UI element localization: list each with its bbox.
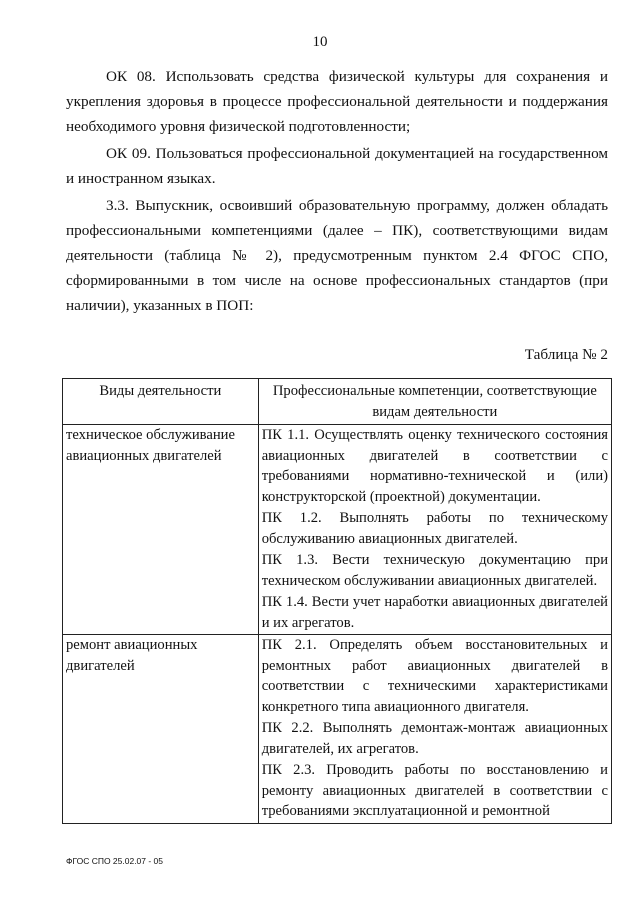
header-activity: Виды деятельности [63, 379, 259, 425]
table-row [63, 425, 612, 635]
competency-item: ПК 1.3. Вести техническую документацию при техническом обслуживании авиационных двигателей. [261, 552, 608, 589]
footer-code: ФГОС СПО 25.02.07 - 05 [66, 856, 164, 866]
paragraph-ok-09: ОК 09. Пользоваться профессиональной документацией на государственном и иностранном языках. [66, 145, 608, 187]
competency-item: ПК 1.1. Осуществлять оценку технического состояния авиационных двигателей в соответствии с требованиями нормативно-технической и (или) конструкторской (проектной) документации. [261, 427, 608, 505]
paragraph-3-3: 3.3. Выпускник, освоивший образовательную программу, должен обладать профессиональными компетенциями (далее – ПК), соответствующими видам деятельности (таблица № 2), предусмотренным пунктом 2.4 ФГОС СПО, сформированными в том числе на основе профессиональных стандартов (при наличии), указанных в ПОП: [66, 197, 608, 314]
competency-item: ПК 2.2. Выполнять демонтаж-монтаж авиационных двигателей, их агрегатов. [261, 720, 608, 757]
activity-cell: ремонт авиационных двигателей [63, 635, 259, 824]
competency-item: ПК 2.1. Определять объем восстановительных и ремонтных работ авиационных двигателей в соответствии с техническими характеристиками конкретного типа авиационного двигателя. [261, 637, 608, 715]
competency-cell [258, 425, 611, 635]
table-row [63, 635, 612, 824]
competency-item: ПК 2.3. Проводить работы по восстановлению и ремонту авиационных двигателей в соответствии с требованиями эксплуатационной и ремонтной [261, 762, 608, 819]
competency-table [62, 378, 612, 824]
competency-cell [258, 635, 611, 824]
page-number: 10 [312, 34, 328, 50]
competency-item: ПК 1.4. Вести учет наработки авиационных двигателей и их агрегатов. [261, 594, 608, 631]
paragraph-ok-08: ОК 08. Использовать средства физической культуры для сохранения и укрепления здоровья в процессе профессиональной деятельности и поддержания необходимого уровня физической подготовленности; [66, 68, 608, 135]
competency-item: ПК 1.2. Выполнять работы по техническому обслуживанию авиационных двигателей. [261, 510, 608, 547]
header-competencies: Профессиональные компетенции, соответствующие видам деятельности [258, 379, 611, 425]
table-caption: Таблица № 2 [524, 346, 608, 363]
table-header-row [63, 379, 612, 425]
activity-cell: техническое обслуживание авиационных двигателей [63, 425, 259, 635]
